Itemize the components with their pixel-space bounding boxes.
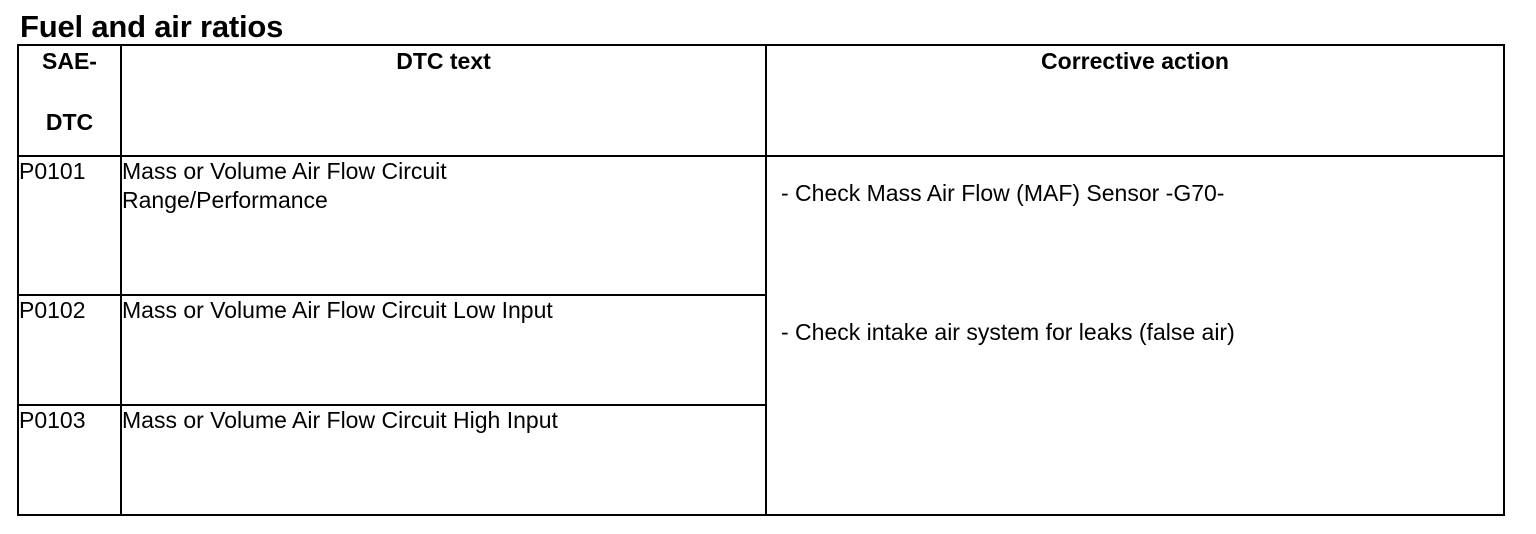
dtc-text-cell	[121, 156, 766, 295]
dtc-text-line: Mass or Volume Air Flow Circuit	[122, 158, 447, 184]
dtc-text-cell	[121, 295, 766, 405]
header-sae-dtc-line1: SAE-	[42, 48, 97, 74]
dtc-code-cell: P0102	[18, 295, 121, 405]
dtc-text-line: Mass or Volume Air Flow Circuit Low Input	[122, 297, 553, 323]
dtc-code-cell: P0103	[18, 405, 121, 515]
dtc-code-cell: P0101	[18, 156, 121, 295]
header-dtc-text: DTC text	[121, 45, 766, 156]
corrective-action-item: - Check intake air system for leaks (false air)	[781, 319, 1235, 345]
corrective-action-item: - Check Mass Air Flow (MAF) Sensor -G70-	[781, 180, 1225, 206]
dtc-text-cell	[121, 405, 766, 515]
dtc-table	[17, 44, 1505, 516]
corrective-action-cell	[766, 156, 1504, 515]
page-title: Fuel and air ratios	[20, 9, 284, 44]
header-sae-dtc-line2: DTC	[45, 109, 94, 135]
dtc-text-line: Mass or Volume Air Flow Circuit High Input	[122, 407, 558, 433]
header-sae-dtc	[18, 45, 121, 156]
table-row	[18, 156, 1504, 295]
header-corrective-action: Corrective action	[766, 45, 1504, 156]
table-header-row	[18, 45, 1504, 156]
dtc-text-line: Range/Performance	[122, 187, 328, 213]
